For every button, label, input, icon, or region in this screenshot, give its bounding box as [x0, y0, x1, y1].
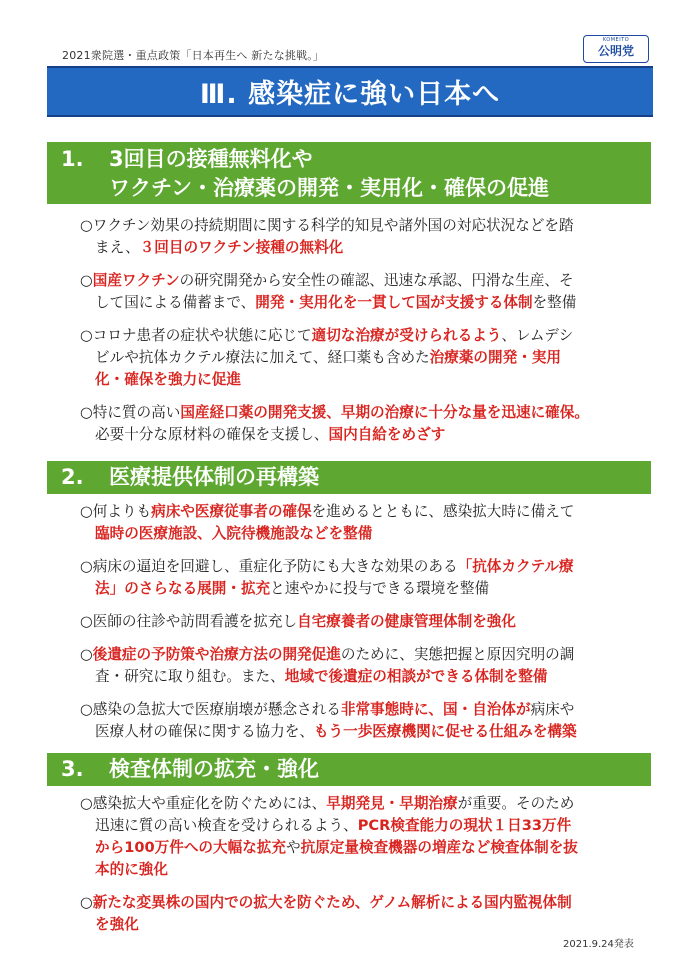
body-text: と速やかに投与できる環境を整備 — [270, 580, 490, 597]
highlight-text: 地域で後遺症の相談ができる体制を整備 — [284, 668, 548, 685]
page-title: Ⅲ. 感染症に強い日本へ — [199, 79, 501, 110]
body-text: 迅速に質の高い検査を受けられるよう、 — [95, 817, 358, 834]
section-number: 2. — [61, 465, 84, 489]
body-text: ○感染拡大や重症化を防ぐためには、 — [80, 795, 327, 812]
highlight-text: 非常事態時に、国・自治体が — [340, 701, 531, 718]
body-text: ○病床の逼迫を回避し、重症化予防にも大きな効果のある — [80, 558, 458, 575]
bullet-item — [80, 699, 655, 743]
highlight-text: 「抗体カクテル療 — [457, 558, 574, 575]
body-text: の研究開発から安全性の確認、迅速な承認、円滑な生産、そ — [179, 272, 574, 289]
bullet-line — [80, 292, 655, 314]
highlight-text: 後遺症の予防策や治療方法の開発促進 — [92, 646, 341, 663]
body-text: して国による備蓄まで、 — [95, 294, 256, 311]
highlight-text: もう一歩医療機関に促せる仕組みを構築 — [313, 723, 577, 740]
bullet-line — [80, 369, 655, 391]
bullet-item — [80, 793, 655, 881]
bullet-line — [80, 270, 655, 292]
highlight-text: 早期発見・早期治療 — [326, 795, 458, 812]
body-text: 医療人材の確保に関する協力を、 — [95, 723, 314, 740]
bullet-item — [80, 270, 655, 314]
bullet-line — [80, 837, 655, 859]
bullet-line — [80, 721, 655, 743]
highlight-text: 臨時の医療施設、入院待機施設などを整備 — [95, 525, 373, 542]
highlight-text: を強化 — [95, 916, 139, 933]
bullet-line — [80, 793, 655, 815]
highlight-text: 開発・実用化を一貫して国が支援する体制 — [255, 294, 533, 311]
section-number: 3. — [61, 757, 84, 781]
bullet-line — [80, 424, 655, 446]
highlight-text: 本的に強化 — [95, 861, 168, 878]
highlight-text: 適切な治療が受けられるよう — [311, 327, 502, 344]
body-text: 病床や — [530, 701, 575, 718]
publish-date: 2021.9.24発表 — [563, 939, 634, 950]
section-title-line2: ワクチン・治療薬の開発・実用化・確保の促進 — [109, 176, 549, 200]
highlight-text: 化・確保を強力に促進 — [95, 371, 241, 388]
body-text: を進めるとともに、感染拡大時に備えて — [311, 503, 575, 520]
body-text: ○感染の急拡大で医療崩壊が懸念される — [80, 701, 341, 718]
bullet-item — [80, 501, 655, 545]
bullet-line — [80, 892, 655, 914]
highlight-text: 病床や医療従事者の確保 — [151, 503, 312, 520]
section-1-header — [47, 142, 651, 204]
section-3-items — [80, 793, 655, 947]
page-title-banner — [47, 66, 653, 117]
bullet-item — [80, 644, 655, 688]
bullet-line — [80, 815, 655, 837]
body-text: ○コロナ患者の症状や状態に応じて — [80, 327, 312, 344]
logo-japanese: 公明党 — [597, 44, 634, 58]
logo-english: KOMEITO — [602, 37, 630, 43]
highlight-text: 国産経口薬の開発支援、早期の治療に十分な量を迅速に確保。 — [180, 404, 589, 421]
body-text: ○何よりも — [80, 503, 152, 520]
highlight-text: PCR検査能力の現状１日33万件 — [357, 817, 572, 834]
section-2-header — [47, 461, 651, 494]
bullet-line — [80, 644, 655, 666]
bullet-item — [80, 215, 655, 259]
bullet-line — [80, 237, 655, 259]
body-text: を整備 — [532, 294, 577, 311]
section-number: 1. — [61, 147, 84, 171]
body-text: ○ — [80, 272, 93, 289]
section-title-line1: 検査体制の拡充・強化 — [109, 757, 319, 781]
body-text: ○ — [80, 646, 93, 663]
body-text: が重要。そのため — [457, 795, 575, 812]
bullet-item — [80, 892, 655, 936]
bullet-item — [80, 402, 655, 446]
body-text: や — [286, 839, 301, 856]
highlight-text: 自宅療養者の健康管理体制を強化 — [297, 613, 516, 630]
body-text: ○医師の往診や訪問看護を拡充し — [80, 613, 298, 630]
komeito-logo — [583, 35, 649, 63]
section-title-line1: 3回目の接種無料化や — [109, 147, 313, 171]
body-text: 査・研究に取り組む。また、 — [95, 668, 285, 685]
page-subtitle: 2021衆院選・重点政策「日本再生へ 新たな挑戦。」 — [62, 49, 325, 62]
body-text: のために、実態把握と原因究明の調 — [340, 646, 575, 663]
bullet-line — [80, 215, 655, 237]
body-text: ビルや抗体カクテル療法に加えて、経口薬も含めた — [95, 349, 430, 366]
bullet-item — [80, 611, 655, 633]
section-2-items — [80, 501, 655, 754]
highlight-text: ３回目のワクチン接種の無料化 — [139, 239, 344, 256]
bullet-line — [80, 611, 655, 633]
body-text: 必要十分な原材料の確保を支援し、 — [95, 426, 329, 443]
bullet-line — [80, 402, 655, 424]
body-text: まえ、 — [95, 239, 140, 256]
highlight-text: 新たな変異株の国内での拡大を防ぐため、ゲノム解析による国内監視体制 — [92, 894, 572, 911]
bullet-line — [80, 556, 655, 578]
bullet-line — [80, 859, 655, 881]
body-text: ○ — [80, 894, 93, 911]
bullet-line — [80, 578, 655, 600]
body-text: ○特に質の高い — [80, 404, 181, 421]
bullet-line — [80, 347, 655, 369]
highlight-text: 国内自給をめざす — [328, 426, 446, 443]
bullet-line — [80, 501, 655, 523]
section-1-items — [80, 215, 655, 457]
highlight-text: 国産ワクチン — [92, 272, 180, 289]
bullet-line — [80, 523, 655, 545]
bullet-line — [80, 914, 655, 936]
highlight-text: 抗原定量検査機器の増産など検査体制を抜 — [300, 839, 578, 856]
highlight-text: 治療薬の開発・実用 — [429, 349, 561, 366]
section-title-line1: 医療提供体制の再構築 — [109, 465, 319, 489]
highlight-text: 法」のさらなる展開・拡充 — [95, 580, 271, 597]
body-text: 、レムデシ — [501, 327, 574, 344]
body-text: ○ワクチン効果の持続期間に関する科学的知見や諸外国の対応状況などを踏 — [80, 217, 574, 234]
highlight-text: から100万件への大幅な拡充 — [95, 839, 286, 856]
bullet-item — [80, 556, 655, 600]
bullet-line — [80, 666, 655, 688]
bullet-line — [80, 699, 655, 721]
bullet-item — [80, 325, 655, 391]
section-3-header — [47, 753, 651, 786]
bullet-line — [80, 325, 655, 347]
